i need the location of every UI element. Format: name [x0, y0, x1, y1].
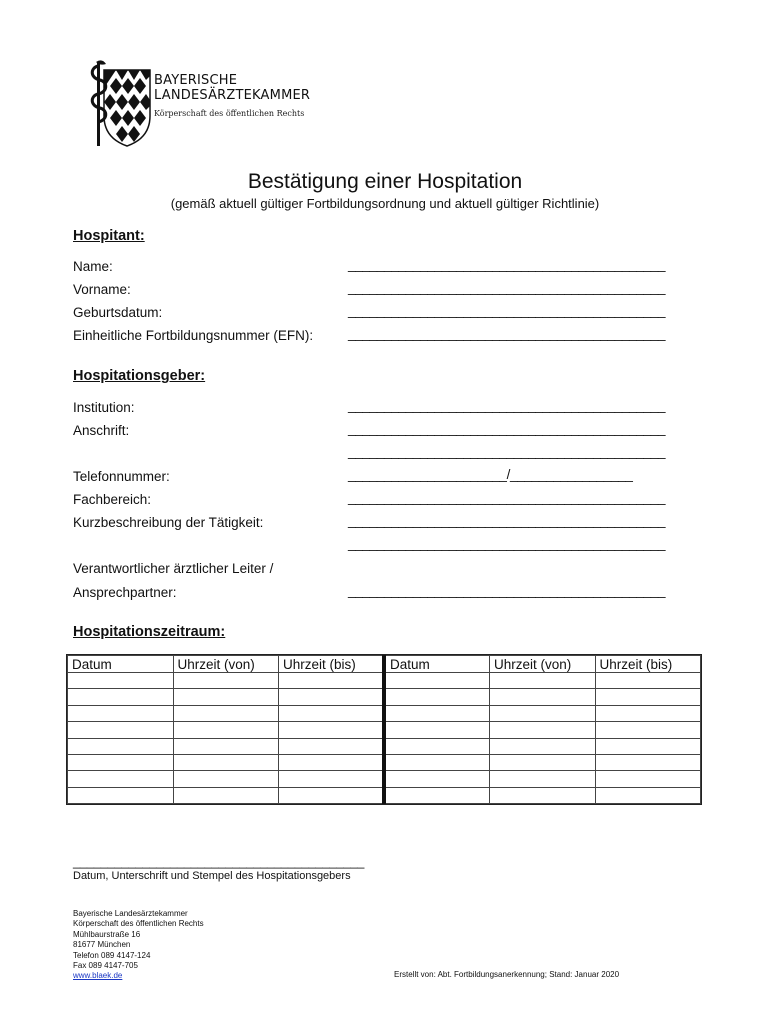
- blaek-logo: [88, 58, 328, 150]
- table-row: [68, 787, 701, 803]
- table-row: [68, 689, 701, 705]
- table-cell[interactable]: [384, 705, 490, 721]
- col-uhrzeit-von-1: Uhrzeit (von): [173, 656, 279, 673]
- table-cell[interactable]: [279, 754, 385, 770]
- footer-line: Telefon 089 4147-124: [73, 950, 151, 960]
- table-cell[interactable]: [279, 673, 385, 689]
- input-line-vorname[interactable]: ____________________________________________: [348, 280, 666, 295]
- table-cell[interactable]: [384, 754, 490, 770]
- heading-hospitant: Hospitant:: [73, 228, 145, 244]
- table-cell[interactable]: [68, 722, 174, 738]
- input-line-ansprechpartner[interactable]: ____________________________________________: [348, 583, 666, 598]
- table-cell[interactable]: [384, 787, 490, 803]
- table-cell[interactable]: [279, 722, 385, 738]
- table-header-row: [68, 656, 701, 673]
- signature-line[interactable]: __________________________________________: [73, 854, 365, 869]
- table-cell[interactable]: [384, 771, 490, 787]
- footer-line: Fax 089 4147-705: [73, 961, 138, 971]
- table-row: [68, 738, 701, 754]
- table-cell[interactable]: [68, 738, 174, 754]
- page-title: Bestätigung einer Hospitation: [247, 170, 523, 193]
- footer-line: Bayerische Landesärztekammer: [73, 909, 188, 918]
- table-cell[interactable]: [595, 673, 701, 689]
- table-cell[interactable]: [595, 754, 701, 770]
- table-cell[interactable]: [173, 689, 279, 705]
- table-cell[interactable]: [68, 787, 174, 803]
- table-cell[interactable]: [384, 673, 490, 689]
- label-anschrift: Anschrift:: [73, 423, 130, 438]
- footer-created-note: Erstellt von: Abt. Fortbildungsanerkennung; Stand: Januar 2020: [394, 970, 620, 979]
- table-cell[interactable]: [173, 705, 279, 721]
- table-cell[interactable]: [490, 673, 596, 689]
- table-cell[interactable]: [595, 722, 701, 738]
- table-cell[interactable]: [173, 673, 279, 689]
- table-cell[interactable]: [384, 722, 490, 738]
- label-institution: Institution:: [73, 400, 135, 415]
- label-kurzbeschreibung: Kurzbeschreibung der Tätigkeit:: [73, 515, 264, 530]
- input-line-kurzbeschreibung-1[interactable]: ____________________________________________: [348, 513, 666, 528]
- col-datum-1: Datum: [68, 656, 174, 673]
- input-line-efn[interactable]: ____________________________________________: [348, 326, 666, 341]
- heading-hospitationszeitraum: Hospitationszeitraum:: [73, 624, 226, 640]
- table-cell[interactable]: [68, 689, 174, 705]
- zeitraum-table: [66, 654, 702, 805]
- footer-line: Körperschaft des öffentlichen Rechts: [73, 919, 204, 929]
- label-name: Name:: [73, 259, 113, 274]
- label-leiter-line1: Verantwortlicher ärztlicher Leiter /: [73, 561, 274, 576]
- table-row: [68, 771, 701, 787]
- input-line-fachbereich[interactable]: ____________________________________________: [348, 490, 666, 505]
- table-cell[interactable]: [490, 787, 596, 803]
- input-line-telefonnummer[interactable]: ______________________/_________________: [348, 467, 633, 482]
- footer-line: Mühlbaurstraße 16: [73, 929, 141, 939]
- table-cell[interactable]: [279, 738, 385, 754]
- label-fachbereich: Fachbereich:: [73, 492, 152, 507]
- col-datum-2: Datum: [384, 656, 490, 673]
- table-cell[interactable]: [279, 787, 385, 803]
- label-telefonnummer: Telefonnummer:: [73, 469, 170, 484]
- logo-title-line2: LANDESÄRZTEKAMMER: [154, 88, 311, 103]
- logo-title-line1: BAYERISCHE: [154, 73, 238, 88]
- table-cell[interactable]: [595, 738, 701, 754]
- input-line-institution[interactable]: ____________________________________________: [348, 398, 666, 413]
- table-row: [68, 754, 701, 770]
- table-cell[interactable]: [384, 689, 490, 705]
- footer-line: 81677 München: [73, 940, 131, 950]
- table-row: [68, 722, 701, 738]
- table-cell[interactable]: [595, 771, 701, 787]
- table-cell[interactable]: [279, 771, 385, 787]
- input-line-kurzbeschreibung-2[interactable]: ____________________________________________: [348, 536, 666, 551]
- table-cell[interactable]: [490, 771, 596, 787]
- col-uhrzeit-bis-1: Uhrzeit (bis): [279, 656, 385, 673]
- table-row: [68, 705, 701, 721]
- table-row: [68, 673, 701, 689]
- page-subtitle: (gemäß aktuell gültiger Fortbildungsordnung und aktuell gültiger Richtlinie): [170, 196, 600, 211]
- table-cell[interactable]: [490, 754, 596, 770]
- heading-hospitationsgeber: Hospitationsgeber:: [73, 368, 206, 384]
- table-cell[interactable]: [68, 754, 174, 770]
- logo-subtitle: Körperschaft des öffentlichen Rechts: [154, 109, 305, 118]
- col-uhrzeit-bis-2: Uhrzeit (bis): [595, 656, 701, 673]
- signature-label: Datum, Unterschrift und Stempel des Hospitationsgebers: [73, 870, 351, 882]
- table-cell[interactable]: [68, 771, 174, 787]
- coat-of-arms-icon: [88, 58, 154, 150]
- footer-address: [73, 909, 204, 982]
- input-line-name[interactable]: ____________________________________________: [348, 257, 666, 272]
- table-cell[interactable]: [173, 771, 279, 787]
- col-uhrzeit-von-2: Uhrzeit (von): [490, 656, 596, 673]
- table-cell[interactable]: [490, 689, 596, 705]
- table-cell[interactable]: [595, 689, 701, 705]
- website-link[interactable]: www.blaek.de: [73, 971, 123, 981]
- table-cell[interactable]: [68, 673, 174, 689]
- label-vorname: Vorname:: [73, 282, 131, 297]
- table-cell[interactable]: [490, 722, 596, 738]
- table-cell[interactable]: [490, 738, 596, 754]
- label-efn: Einheitliche Fortbildungsnummer (EFN):: [73, 328, 314, 343]
- input-line-anschrift-1[interactable]: ____________________________________________: [348, 421, 666, 436]
- label-geburtsdatum: Geburtsdatum:: [73, 305, 163, 320]
- label-leiter-line2: Ansprechpartner:: [73, 585, 177, 600]
- input-line-geburtsdatum[interactable]: ____________________________________________: [348, 303, 666, 318]
- table-cell[interactable]: [384, 738, 490, 754]
- table-cell[interactable]: [173, 738, 279, 754]
- table-cell[interactable]: [595, 787, 701, 803]
- input-line-anschrift-2[interactable]: ____________________________________________: [348, 444, 666, 459]
- table-cell[interactable]: [595, 705, 701, 721]
- table-cell[interactable]: [173, 722, 279, 738]
- table-cell[interactable]: [173, 754, 279, 770]
- table-cell[interactable]: [173, 787, 279, 803]
- table-cell[interactable]: [279, 689, 385, 705]
- table-cell[interactable]: [68, 705, 174, 721]
- table-cell[interactable]: [490, 705, 596, 721]
- table-cell[interactable]: [279, 705, 385, 721]
